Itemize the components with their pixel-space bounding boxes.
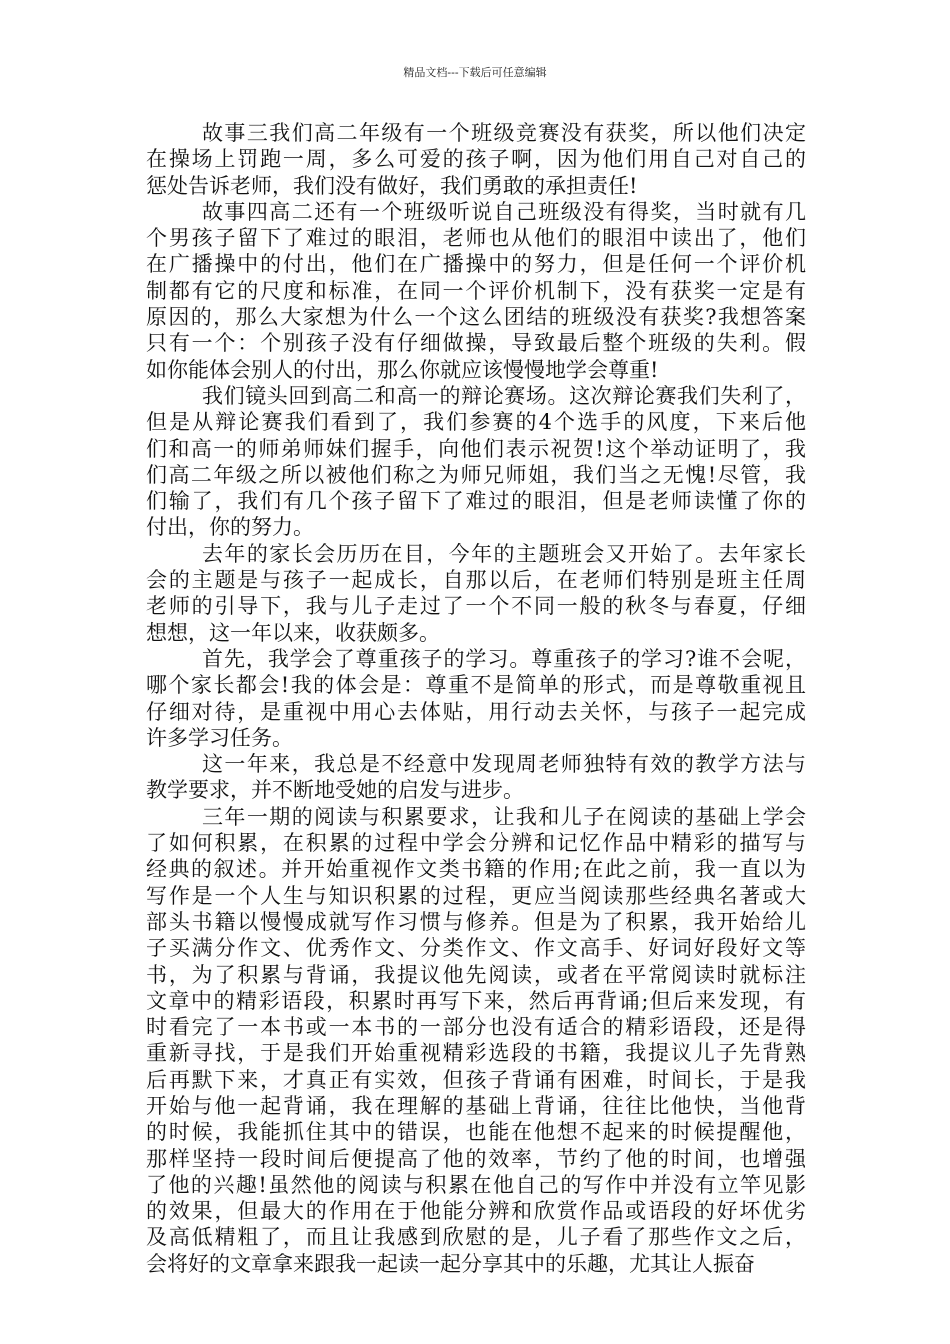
text-line: 会将好的文章拿来跟我一起读一起分享其中的乐趣，尤其让人振奋 [146,1251,755,1276]
text-line: 们高二年级之所以被他们称之为师兄师姐，我们当之无愧!尽管，我 [146,462,806,487]
text-line: 我们镜头回到高二和高一的辩论赛场。这次辩论赛我们失利了， [202,383,806,408]
text-line: 在广播操中的付出，他们在广播操中的努力，但是任何一个评价机 [146,252,806,277]
text-line: 会的主题是与孩子一起成长，自那以后，在老师们特别是班主任周 [146,568,806,593]
text-line: 们和高一的师弟师妹们握手，向他们表示祝贺!这个举动证明了，我 [146,436,806,461]
text-line: 时看完了一本书或一本书的一部分也没有适合的精彩语段，还是得 [146,1015,806,1040]
text-line: 们输了，我们有几个孩子留下了难过的眼泪，但是老师读懂了你的 [146,489,806,514]
text-line: 如你能体会别人的付出，那么你就应该慢慢地学会尊重! [146,357,659,382]
paragraph [146,804,806,1277]
text-line: 故事四高二还有一个班级听说自己班级没有得奖，当时就有几 [202,199,806,224]
text-line: 及高低精粗了，而且让我感到欣慰的是，儿子看了那些作文之后， [146,1225,806,1250]
text-line: 文章中的精彩语段，积累时再写下来，然后再背诵;但后来发现，有 [146,988,806,1013]
text-line: 在操场上罚跑一周，多么可爱的孩子啊，因为他们用自己对自己的 [146,147,806,172]
text-line: 原因的，那么大家想为什么一个这么团结的班级没有获奖?我想答案 [146,305,806,330]
text-line: 只有一个：个别孩子没有仔细做操，导致最后整个班级的失利。假 [146,331,806,356]
paragraph [146,751,806,804]
text-line: 制都有它的尺度和标准，在同一个评价机制下，没有获奖一定是有 [146,278,806,303]
paragraph [146,383,806,541]
text-line: 那样坚持一段时间后便提高了他的效率，节约了他的时间，也增强 [146,1146,806,1171]
text-line: 个男孩子留下了难过的眼泪，老师也从他们的眼泪中读出了，他们 [146,226,806,251]
document-body [146,120,806,1277]
text-line: 后再默下来，才真正有实效，但孩子背诵有困难，时间长，于是我 [146,1067,806,1092]
text-line: 书，为了积累与背诵，我提议他先阅读，或者在平常阅读时就标注 [146,962,806,987]
text-line: 惩处告诉老师，我们没有做好，我们勇敢的承担责任! [146,173,638,198]
paragraph [146,199,806,383]
text-line: 去年的家长会历历在目，今年的主题班会又开始了。去年家长 [202,541,806,566]
text-line: 了如何积累，在积累的过程中学会分辨和记忆作品中精彩的描写与 [146,831,806,856]
text-line: 部头书籍以慢慢成就写作习惯与修养。但是为了积累，我开始给儿 [146,909,806,934]
text-line: 写作是一个人生与知识积累的过程，更应当阅读那些经典名著或大 [146,883,806,908]
text-line: 经典的叙述。并开始重视作文类书籍的作用;在此之前，我一直以为 [146,857,806,882]
text-line: 这一年来，我总是不经意中发现周老师独特有效的教学方法与 [202,752,806,777]
paragraph [146,541,806,646]
text-line: 首先，我学会了尊重孩子的学习。尊重孩子的学习?谁不会呢， [202,646,806,671]
text-line: 仔细对待，是重视中用心去体贴，用行动去关怀，与孩子一起完成 [146,699,806,724]
text-line: 子买满分作文、优秀作文、分类作文、作文高手、好词好段好文等 [146,936,806,961]
paragraph [146,120,806,199]
paragraph [146,646,806,751]
text-line: 许多学习任务。 [146,725,293,750]
text-line: 故事三我们高二年级有一个班级竞赛没有获奖，所以他们决定 [202,121,806,145]
text-line: 重新寻找，于是我们开始重视精彩选段的书籍，我提议儿子先背熟 [146,1041,806,1066]
text-line: 的时候，我能抓住其中的错误，也能在他想不起来的时候提醒他， [146,1120,806,1145]
page-header: 精品文档---下载后可任意编辑 [403,66,547,79]
text-line: 老师的引导下，我与儿子走过了一个不同一般的秋冬与春夏，仔细 [146,594,806,619]
text-line: 开始与他一起背诵，我在理解的基础上背诵，往往比他快，当他背 [146,1093,806,1118]
text-line: 了他的兴趣!虽然他的阅读与积累在他自己的写作中并没有立竿见影 [146,1172,806,1197]
text-line: 哪个家长都会!我的体会是：尊重不是简单的形式，而是尊敬重视且 [146,673,806,698]
text-line: 的效果，但最大的作用在于他能分辨和欣赏作品或语段的好坏优劣 [146,1199,806,1224]
text-line: 但是从辩论赛我们看到了，我们参赛的4个选手的风度，下来后他 [146,410,806,435]
text-line: 想想，这一年以来，收获颇多。 [146,620,440,645]
text-line: 三年一期的阅读与积累要求，让我和儿子在阅读的基础上学会 [202,804,806,829]
text-line: 付出，你的努力。 [146,515,314,540]
text-line: 教学要求，并不断地受她的启发与进步。 [146,778,524,803]
